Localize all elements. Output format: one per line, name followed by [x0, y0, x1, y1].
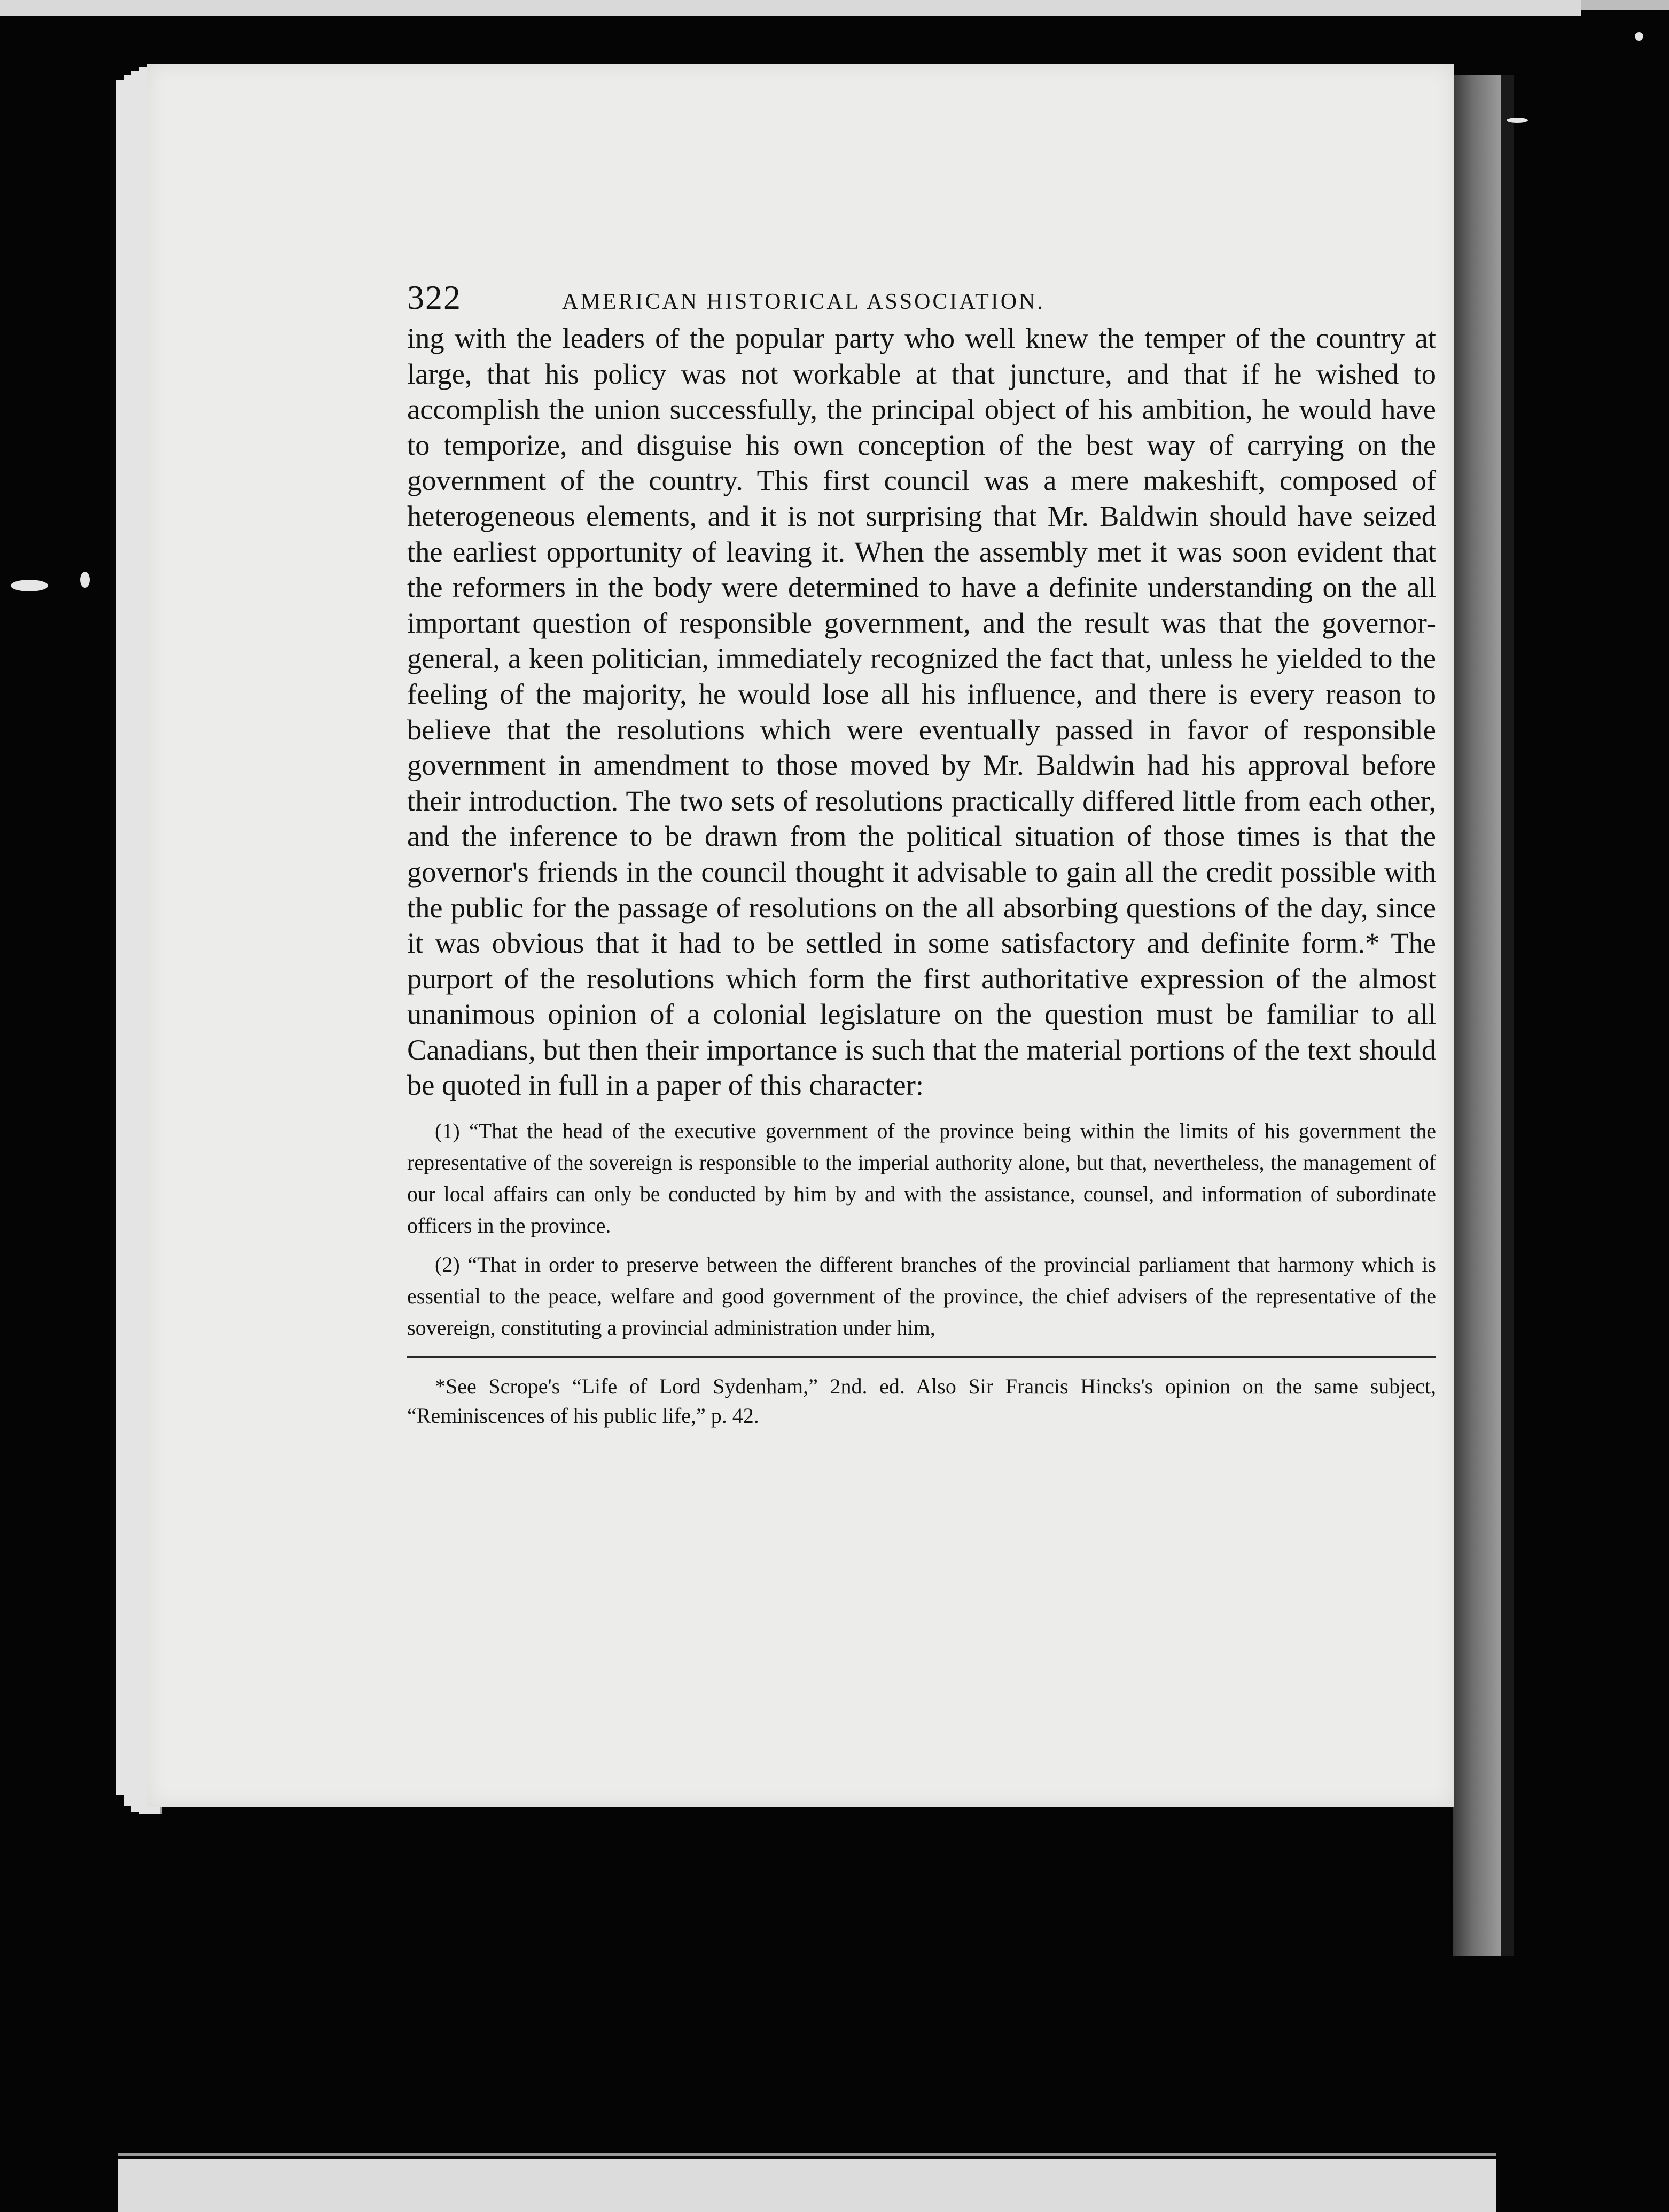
previous-page-edge [1581, 0, 1669, 10]
resolution-2: (2) “That in order to preserve between the different branches of the provincial parliament that harmony which is essential to the peace, welfare and good government of the province, the chief advisers of the representative of the sovereign, constituting a provincial administration under him, [407, 1252, 1436, 1340]
page-number: 322 [407, 278, 462, 316]
body-text [407, 321, 1436, 1103]
scan-speck [11, 580, 48, 591]
footnote: *See Scrope's “Life of Lord Sydenham,” 2nd. ed. Also Sir Francis Hincks's opinion on the same subject, “Reminiscences of his public life,” p. 42. [407, 1374, 1436, 1428]
resolution-1: (1) “That the head of the executive government of the province being within the limits of his government the representative of the sovereign is responsible to the imperial authority alone, but that, nevertheless, the management of our local affairs can only be conducted by him by and with the assistance, counsel, and information of subordinate officers in the province. [407, 1119, 1436, 1238]
running-title: AMERICAN HISTORICAL ASSOCIATION. [562, 290, 1045, 314]
previous-page-strip [0, 0, 1581, 16]
scan-speck [1635, 32, 1643, 41]
running-head [407, 278, 1436, 321]
binding-gutter [1453, 75, 1501, 1956]
book-page [147, 64, 1454, 1807]
quoted-resolutions [407, 1115, 1436, 1343]
next-page-edge [118, 2153, 1496, 2156]
footnote-rule [407, 1356, 1436, 1358]
scan-speck [1507, 118, 1528, 123]
scan-speck [80, 572, 90, 588]
page-content [407, 278, 1436, 1430]
body-paragraph: ing with the leaders of the popular party who well knew the temper of the country at large, that his policy was not workable at that juncture, and that if he wished to accomplish the union successfully, the principal object of his ambition, he would have to temporize, and disguise his own conception of the best way of carrying on the government of the country. This first council was a mere makeshift, composed of heterogeneous elements, and it is not surprising that Mr. Baldwin should have seized the earliest opportunity of leaving it. When the assembly met it was soon evident that the reformers in the body were determined to have a definite understanding on the all important question of responsible government, and the result was that the governor-general, a keen politician, immediately recognized the fact that, unless he yielded to the feeling of the majority, he would lose all his influence, and there is every reason to believe that the resolutions which were eventually passed in favor of responsible government in amendment to those moved by Mr. Baldwin had his approval before their introduction. The two sets of resolutions practically differed little from each other, and the inference to be drawn from the political situation of those times is that the governor's friends in the council thought it advisable to gain all the credit possible with the public for the passage of resolutions on the all absorbing questions of the day, since it was obvious that it had to be settled in some satisfactory and definite form.* The purport of the resolutions which form the first authoritative expression of the almost unanimous opinion of a colonial legislature on the question must be familiar to all Canadians, but then their importance is such that the material portions of the text should be quoted in full in a paper of this character: [407, 322, 1436, 1102]
binding-shadow [1501, 75, 1514, 1956]
next-page-strip [118, 2159, 1496, 2212]
